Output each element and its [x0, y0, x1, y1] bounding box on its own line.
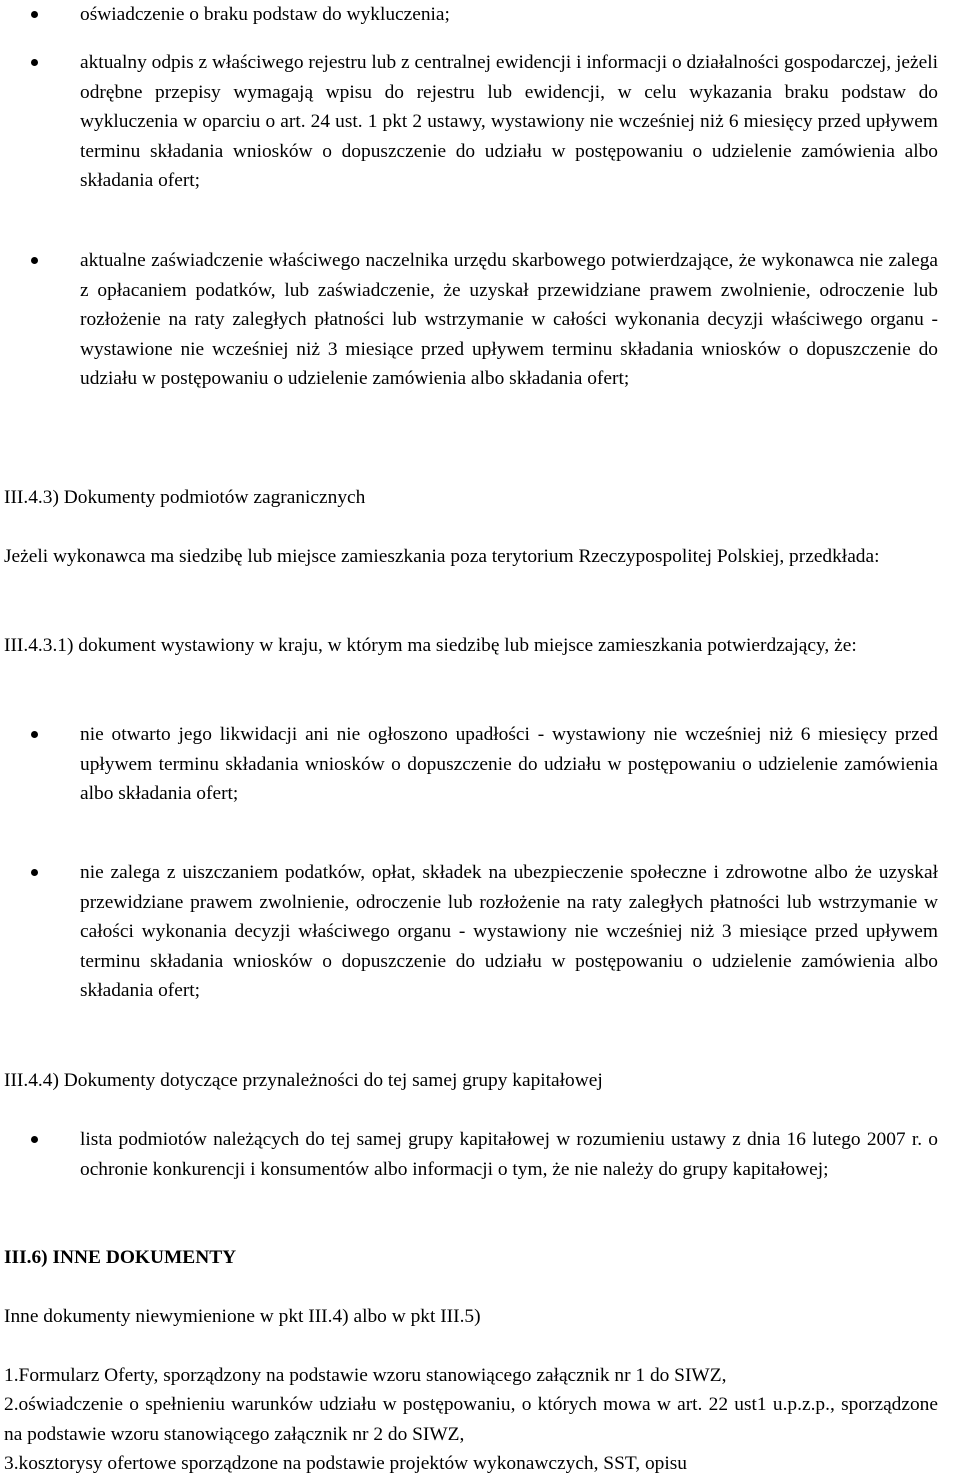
list-item: lista podmiotów należących do tej samej grupy kapitałowej w rozumieniu ustawy z dnia 16 lutego 2007 r. o ochronie konkurencji i konsumentów albo informacji o tym, że nie należy do grupy kapitałowej; — [80, 1125, 938, 1184]
list-item: oświadczenie o braku podstaw do wykluczenia; — [80, 0, 938, 30]
section-heading: III.4.4) Dokumenty dotyczące przynależności do tej samej grupy kapitałowej — [4, 1070, 603, 1091]
paragraph: Inne dokumenty niewymienione w pkt III.4) albo w pkt III.5) — [4, 1306, 481, 1327]
list-item: 1.Formularz Oferty, sporządzony na podstawie wzoru stanowiącego załącznik nr 1 do SIWZ, — [4, 1365, 727, 1386]
list-item: nie zalega z uiszczaniem podatków, opłat, składek na ubezpieczenie społeczne i zdrowotne albo że uzyskał przewidziane prawem zwolnienie, odroczenie lub rozłożenie na raty zaległych płatności lub wstrzymanie w całości wykonania decyzji właściwego organu - wystawiony nie wcześniej niż 3 miesiące przed upływem terminu składania wniosków o dopuszczenie do udziału w postępowaniu o udzielenie zamówienia albo składania ofert; — [80, 858, 938, 1006]
paragraph: Jeżeli wykonawca ma siedzibę lub miejsce zamieszkania poza terytorium Rzeczypospolitej Polskiej, przedkłada: — [4, 546, 880, 567]
list-item: 2.oświadczenie o spełnieniu warunków udziału w postępowaniu, o których mowa w art. 22 ust1 u.p.z.p., sporządzone na podstawie wzoru stanowiącego załącznik nr 2 do SIWZ, — [4, 1394, 938, 1445]
list-item: aktualne zaświadczenie właściwego naczelnika urzędu skarbowego potwierdzające, że wykonawca nie zalega z opłacaniem podatków, lub zaświadczenie, że uzyskał przewidziane prawem zwolnienie, odroczenie lub rozłożenie na raty zaległych płatności lub wstrzymanie w całości wykonania decyzji właściwego organu - wystawione nie wcześniej niż 3 miesiące przed upływem terminu składania wniosków o dopuszczenie do udziału w postępowaniu o udzielenie zamówienia albo składania ofert; — [80, 246, 938, 394]
list-item: aktualny odpis z właściwego rejestru lub z centralnej ewidencji i informacji o działalności gospodarczej, jeżeli odrębne przepisy wymagają wpisu do rejestru lub ewidencji, w celu wykazania braku podstaw do wykluczenia w oparciu o art. 24 ust. 1 pkt 2 ustawy, wystawiony nie wcześniej niż 6 miesięcy przed upływem terminu składania wniosków o dopuszczenie do udziału w postępowaniu o udzielenie zamówienia albo składania ofert; — [80, 48, 938, 196]
list-item: 3.kosztorysy ofertowe sporządzone na podstawie projektów wykonawczych, SST, opisu — [4, 1453, 687, 1474]
sub-heading: III.4.3.1) dokument wystawiony w kraju, w którym ma siedzibę lub miejsce zamieszkania potwierdzający, że: — [4, 635, 857, 656]
section-heading: III.6) INNE DOKUMENTY — [4, 1247, 237, 1268]
list-item: nie otwarto jego likwidacji ani nie ogłoszono upadłości - wystawiony nie wcześniej niż 6 miesięcy przed upływem terminu składania wniosków o dopuszczenie do udziału w postępowaniu o udzielenie zamówienia albo składania ofert; — [80, 720, 938, 809]
section-heading: III.4.3) Dokumenty podmiotów zagranicznych — [4, 487, 366, 508]
